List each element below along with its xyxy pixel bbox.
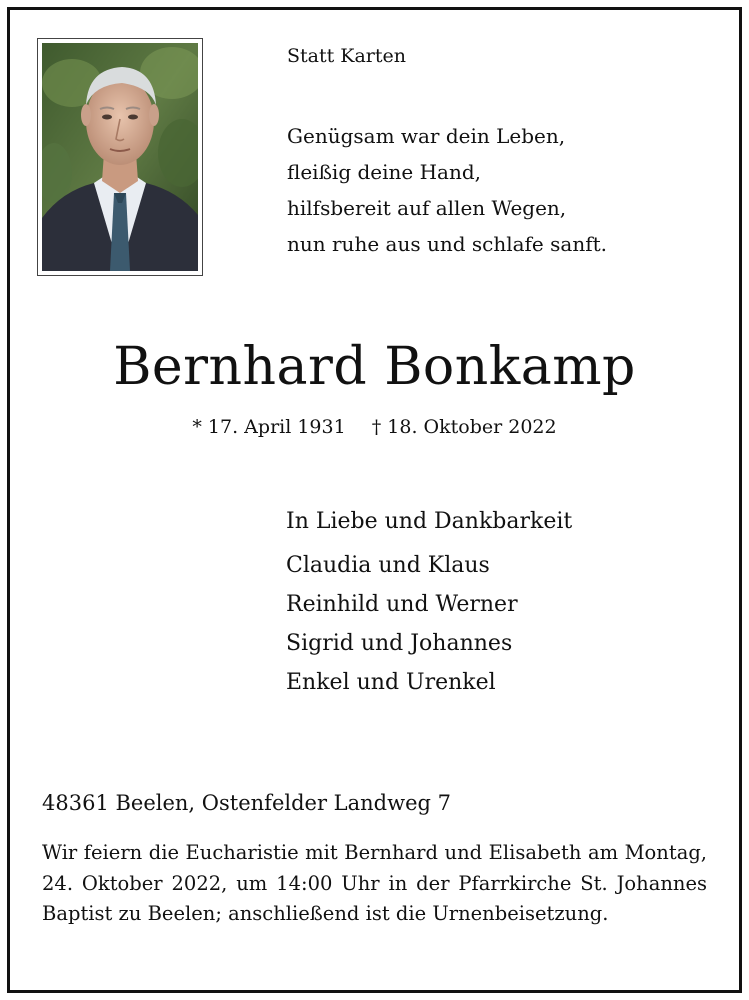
family-member: Reinhild und Werner (286, 592, 518, 617)
poem (287, 118, 607, 262)
family-member: Claudia und Klaus (286, 553, 490, 578)
portrait-photo (37, 38, 203, 276)
portrait-image (42, 43, 198, 271)
family-intro: In Liebe und Dankbarkeit (286, 509, 573, 534)
family-section (286, 506, 572, 702)
family-member: Sigrid und Johannes (286, 631, 513, 656)
death-date: † 18. Oktober 2022 (371, 416, 557, 438)
poem-line: Genügsam war dein Leben, (287, 124, 566, 148)
birth-date: * 17. April 1931 (192, 416, 346, 438)
service-notice: Wir feiern die Eucharistie mit Bernhard und Elisabeth am Montag, 24. Oktober 2022, um 14:00 Uhr in der Pfarrkirche St. Johannes Baptist zu Beelen; anschließend ist die Urnenbeisetzung. (42, 841, 707, 925)
poem-line: fleißig deine Hand, (287, 160, 482, 184)
life-dates (0, 413, 749, 441)
family-member: Enkel und Urenkel (286, 670, 496, 695)
poem-line: hilfsbereit auf allen Wegen, (287, 196, 567, 220)
address: 48361 Beelen, Ostenfelder Landweg 7 (42, 791, 451, 815)
statt-karten-label: Statt Karten (287, 45, 407, 67)
poem-line: nun ruhe aus und schlafe sanft. (287, 232, 607, 256)
deceased-name: Bernhard Bonkamp (113, 337, 636, 397)
